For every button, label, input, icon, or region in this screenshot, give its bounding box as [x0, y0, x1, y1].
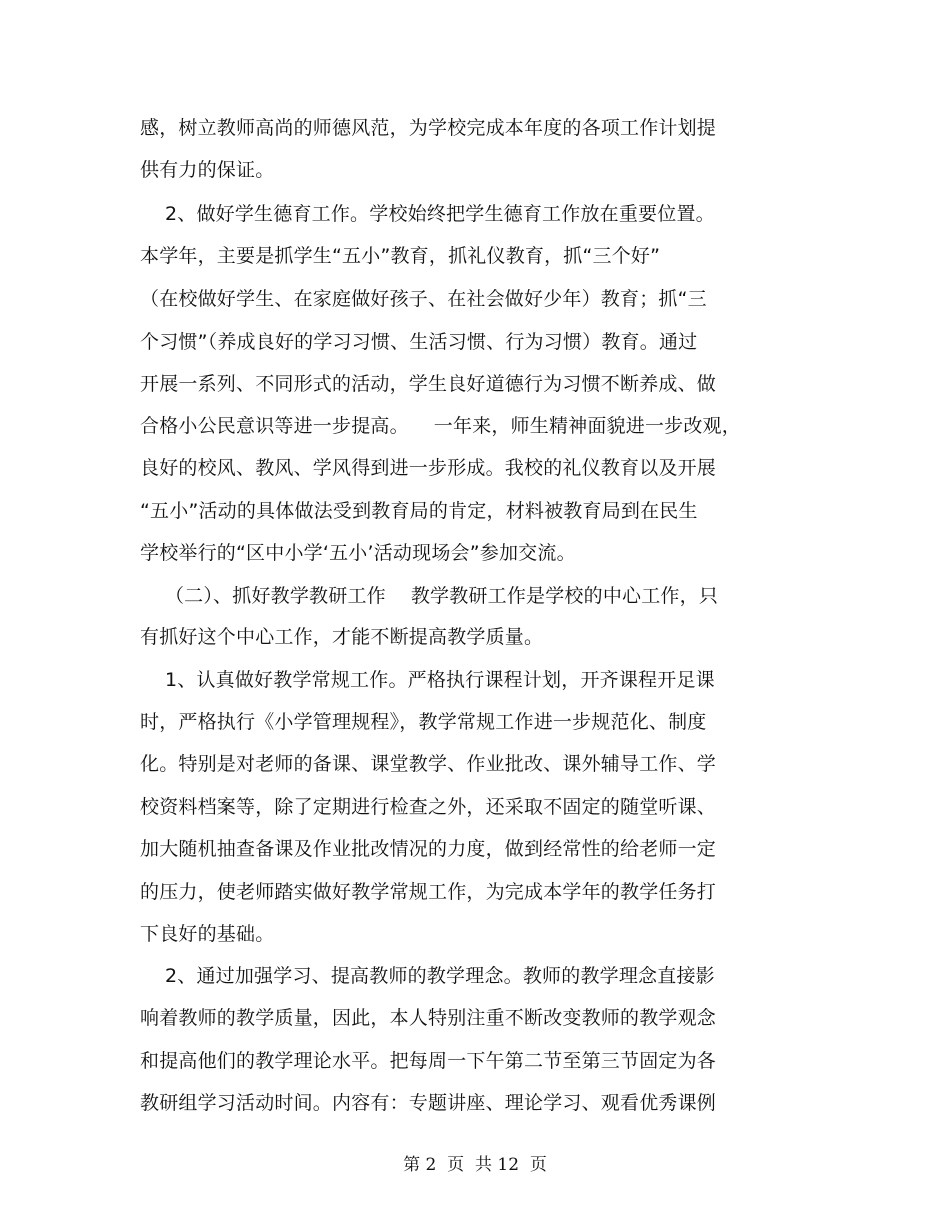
text-line-14: 1、认真做好教学常规工作。严格执行课程计划，开齐课程开足课	[140, 669, 715, 691]
page-number-footer: 第 2 页 共 12 页	[403, 1155, 547, 1175]
text-line-15: 时，严格执行《小学管理规程》，教学常规工作进一步规范化、制度	[140, 711, 707, 733]
text-line-19: 的压力，使老师踏实做好教学常规工作，为完成本学年的教学任务打	[140, 881, 717, 903]
text-line-10: “五小”活动的具体做法受到教育局的肯定，材料被教育局到在民生	[140, 500, 698, 522]
text-line-9: 良好的校风、教风、学风得到进一步形成。我校的礼仪教育以及开展	[140, 457, 717, 479]
text-line-11: 学校举行的“区中小学‘五小’活动现场会”参加交流。	[140, 542, 576, 564]
text-line-2: 供有力的保证。	[140, 159, 275, 181]
text-line-17: 校资料档案等，除了定期进行检查之外，还采取不固定的随堂听课、	[140, 796, 717, 818]
text-line-7: 开展一系列、不同形式的活动，学生良好道德行为习惯不断养成、做	[140, 373, 717, 395]
text-line-20: 下良好的基础。	[140, 923, 275, 945]
text-line-24: 教研组学习活动时间。内容有：专题讲座、理论学习、观看优秀课例	[140, 1092, 717, 1114]
text-line-12: （二）、抓好教学教研工作 教学教研工作是学校的中心工作，只	[140, 585, 719, 607]
text-line-16: 化。特别是对老师的备课、课堂教学、作业批改、课外辅导工作、学	[140, 753, 717, 775]
text-line-8: 合格小公民意识等进一步提高。 一年来，师生精神面貌进一步改观，	[140, 415, 741, 437]
text-line-1: 感，树立教师高尚的师德风范，为学校完成本年度的各项工作计划提	[140, 117, 717, 139]
text-line-22: 响着教师的教学质量，因此，本人特别注重不断改变教师的教学观念	[140, 1007, 717, 1029]
text-line-4: 本学年，主要是抓学生“五小”教育，抓礼仪教育，抓“三个好”	[140, 245, 661, 267]
text-line-13: 有抓好这个中心工作，才能不断提高教学质量。	[140, 626, 544, 648]
text-line-18: 加大随机抽查备课及作业批改情况的力度，做到经常性的给老师一定	[140, 838, 717, 860]
text-line-23: 和提高他们的教学理论水平。把每周一下午第二节至第三节固定为各	[140, 1050, 717, 1072]
text-line-21: 2、通过加强学习、提高教师的教学理念。教师的教学理念直接影	[140, 965, 715, 987]
text-line-3: 2、做好学生德育工作。学校始终把学生德育工作放在重要位置。	[140, 203, 715, 225]
text-line-6: 个习惯”（养成良好的学习习惯、生活习惯、行为习惯）教育。通过	[140, 331, 698, 353]
text-line-5: （在校做好学生、在家庭做好孩子、在社会做好少年）教育；抓“三	[140, 288, 707, 310]
